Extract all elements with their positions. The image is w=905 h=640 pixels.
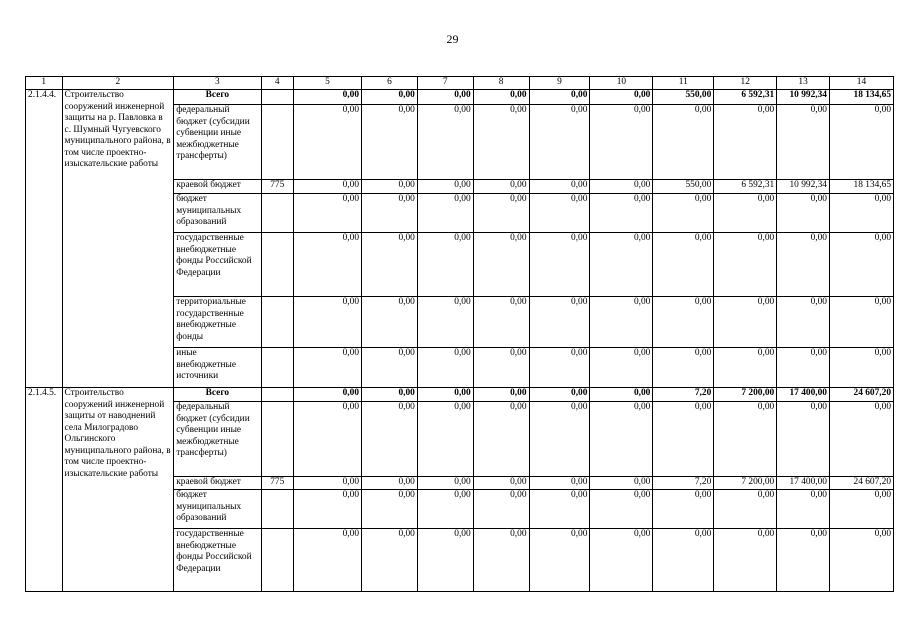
- header-row: [26, 77, 894, 90]
- amount-cell: 0,00: [529, 180, 590, 194]
- amount-cell: 0,00: [294, 194, 362, 233]
- amount-cell: 0,00: [417, 90, 473, 105]
- amount-cell: 0,00: [777, 105, 830, 180]
- amount-cell: 0,00: [473, 180, 529, 194]
- amount-cell: 7,20: [653, 477, 714, 490]
- amount-cell: 0,00: [653, 105, 714, 180]
- page-number: 29: [446, 32, 459, 46]
- amount-cell: 0,00: [653, 490, 714, 529]
- amount-cell: 0,00: [362, 194, 418, 233]
- amount-cell: 0,00: [529, 105, 590, 180]
- amount-cell: 0,00: [590, 348, 653, 388]
- amount-cell: 6 592,31: [714, 180, 777, 194]
- funding-source: Всего: [174, 90, 261, 105]
- amount-cell: 0,00: [529, 233, 590, 297]
- amount-cell: 0,00: [417, 477, 473, 490]
- budget-code: [261, 529, 293, 592]
- amount-cell: 0,00: [590, 105, 653, 180]
- column-header: 14: [829, 77, 893, 90]
- amount-cell: 0,00: [590, 233, 653, 297]
- amount-cell: 0,00: [829, 529, 893, 592]
- table-row-total: [26, 90, 894, 105]
- amount-cell: 0,00: [777, 490, 830, 529]
- amount-cell: 0,00: [590, 297, 653, 348]
- column-header: 3: [174, 77, 261, 90]
- funding-source: федеральный бюджет (субсидии субвенции иные межбюджетные трансферты): [174, 402, 261, 477]
- amount-cell: 0,00: [529, 388, 590, 402]
- amount-cell: 0,00: [653, 297, 714, 348]
- amount-cell: 0,00: [590, 529, 653, 592]
- funding-source: государственные внебюджетные фонды Российской Федерации: [174, 233, 261, 297]
- amount-cell: 0,00: [777, 194, 830, 233]
- amount-cell: 0,00: [829, 490, 893, 529]
- amount-cell: 0,00: [417, 490, 473, 529]
- amount-cell: 0,00: [417, 180, 473, 194]
- amount-cell: 0,00: [294, 529, 362, 592]
- funding-source: Всего: [174, 388, 261, 402]
- amount-cell: 0,00: [294, 348, 362, 388]
- amount-cell: 0,00: [417, 194, 473, 233]
- amount-cell: 7 200,00: [714, 388, 777, 402]
- amount-cell: 0,00: [294, 180, 362, 194]
- funding-source: бюджет муниципальных образований: [174, 194, 261, 233]
- amount-cell: 0,00: [473, 529, 529, 592]
- funding-source: государственные внебюджетные фонды Российской Федерации: [174, 529, 261, 592]
- funding-source: территориальные государственные внебюджетные фонды: [174, 297, 261, 348]
- amount-cell: 0,00: [294, 490, 362, 529]
- amount-cell: 0,00: [829, 233, 893, 297]
- amount-cell: 0,00: [417, 529, 473, 592]
- amount-cell: 0,00: [362, 180, 418, 194]
- budget-table: [25, 76, 894, 592]
- amount-cell: 0,00: [294, 388, 362, 402]
- item-name: Строительство сооружений инженерной защиты от наводнений села Милоградово Ольгинского муниципального района, в том числе проектно-изыскательские работы: [62, 388, 174, 592]
- amount-cell: 0,00: [294, 90, 362, 105]
- amount-cell: 0,00: [473, 194, 529, 233]
- amount-cell: 0,00: [714, 233, 777, 297]
- budget-code: [261, 105, 293, 180]
- amount-cell: 0,00: [417, 233, 473, 297]
- budget-code: [261, 490, 293, 529]
- budget-code: [261, 297, 293, 348]
- amount-cell: 0,00: [529, 529, 590, 592]
- column-header: 12: [714, 77, 777, 90]
- amount-cell: 0,00: [473, 233, 529, 297]
- amount-cell: 0,00: [714, 348, 777, 388]
- amount-cell: 0,00: [473, 477, 529, 490]
- amount-cell: 0,00: [590, 477, 653, 490]
- amount-cell: 0,00: [714, 490, 777, 529]
- funding-source: краевой бюджет: [174, 477, 261, 490]
- column-header: 2: [62, 77, 174, 90]
- column-header: 11: [653, 77, 714, 90]
- amount-cell: 0,00: [777, 402, 830, 477]
- amount-cell: 0,00: [473, 388, 529, 402]
- amount-cell: 0,00: [653, 348, 714, 388]
- budget-code: [261, 90, 293, 105]
- amount-cell: 0,00: [590, 180, 653, 194]
- amount-cell: 0,00: [362, 490, 418, 529]
- amount-cell: 0,00: [529, 477, 590, 490]
- item-code: 2.1.4.4.: [26, 90, 63, 388]
- budget-code: [261, 233, 293, 297]
- amount-cell: 0,00: [417, 297, 473, 348]
- amount-cell: 0,00: [590, 388, 653, 402]
- column-header: 5: [294, 77, 362, 90]
- amount-cell: 0,00: [590, 402, 653, 477]
- amount-cell: 0,00: [362, 90, 418, 105]
- item-name: Строительство сооружений инженерной защиты на р. Павловка в с. Шумный Чугуевского муниципального района, в том числе проектно-изыскательские работы: [62, 90, 174, 388]
- column-header: 4: [261, 77, 293, 90]
- amount-cell: 0,00: [590, 90, 653, 105]
- amount-cell: 0,00: [653, 233, 714, 297]
- amount-cell: 0,00: [529, 348, 590, 388]
- amount-cell: 10 992,34: [777, 180, 830, 194]
- amount-cell: 0,00: [590, 490, 653, 529]
- amount-cell: 17 400,00: [777, 477, 830, 490]
- amount-cell: 0,00: [529, 490, 590, 529]
- amount-cell: 0,00: [294, 105, 362, 180]
- amount-cell: 0,00: [653, 402, 714, 477]
- amount-cell: 0,00: [417, 402, 473, 477]
- amount-cell: 0,00: [590, 194, 653, 233]
- amount-cell: 0,00: [417, 105, 473, 180]
- amount-cell: 0,00: [714, 105, 777, 180]
- amount-cell: 0,00: [362, 105, 418, 180]
- amount-cell: 0,00: [362, 477, 418, 490]
- amount-cell: 6 592,31: [714, 90, 777, 105]
- amount-cell: 0,00: [362, 348, 418, 388]
- budget-code: [261, 348, 293, 388]
- amount-cell: 24 607,20: [829, 388, 893, 402]
- column-header: 6: [362, 77, 418, 90]
- amount-cell: 0,00: [473, 348, 529, 388]
- budget-code: 775: [261, 180, 293, 194]
- amount-cell: 550,00: [653, 180, 714, 194]
- amount-cell: 0,00: [777, 233, 830, 297]
- amount-cell: 0,00: [362, 402, 418, 477]
- amount-cell: 17 400,00: [777, 388, 830, 402]
- column-header: 10: [590, 77, 653, 90]
- amount-cell: 0,00: [529, 402, 590, 477]
- amount-cell: 0,00: [362, 233, 418, 297]
- column-header: 7: [417, 77, 473, 90]
- amount-cell: 0,00: [473, 402, 529, 477]
- amount-cell: 550,00: [653, 90, 714, 105]
- amount-cell: 0,00: [653, 194, 714, 233]
- amount-cell: 0,00: [829, 348, 893, 388]
- amount-cell: 18 134,65: [829, 90, 893, 105]
- amount-cell: 0,00: [714, 194, 777, 233]
- amount-cell: 18 134,65: [829, 180, 893, 194]
- amount-cell: 0,00: [777, 297, 830, 348]
- column-header: 8: [473, 77, 529, 90]
- table-body: [26, 90, 894, 592]
- amount-cell: 0,00: [417, 388, 473, 402]
- amount-cell: 0,00: [777, 529, 830, 592]
- table-row-total: [26, 388, 894, 402]
- column-header: 13: [777, 77, 830, 90]
- budget-code: 775: [261, 477, 293, 490]
- amount-cell: 0,00: [473, 490, 529, 529]
- amount-cell: 0,00: [362, 297, 418, 348]
- column-header: 9: [529, 77, 590, 90]
- column-header: 1: [26, 77, 63, 90]
- funding-source: федеральный бюджет (субсидии субвенции иные межбюджетные трансферты): [174, 105, 261, 180]
- amount-cell: 0,00: [362, 388, 418, 402]
- amount-cell: 0,00: [529, 90, 590, 105]
- amount-cell: 0,00: [529, 194, 590, 233]
- budget-code: [261, 194, 293, 233]
- amount-cell: 10 992,34: [777, 90, 830, 105]
- budget-code: [261, 388, 293, 402]
- amount-cell: 0,00: [473, 297, 529, 348]
- amount-cell: 0,00: [294, 402, 362, 477]
- amount-cell: 0,00: [294, 233, 362, 297]
- amount-cell: 0,00: [829, 297, 893, 348]
- amount-cell: 0,00: [714, 297, 777, 348]
- amount-cell: 0,00: [473, 90, 529, 105]
- funding-source: иные внебюджетные источники: [174, 348, 261, 388]
- amount-cell: 0,00: [294, 477, 362, 490]
- item-code: 2.1.4.5.: [26, 388, 63, 592]
- amount-cell: 0,00: [829, 402, 893, 477]
- funding-source: бюджет муниципальных образований: [174, 490, 261, 529]
- amount-cell: 0,00: [829, 105, 893, 180]
- amount-cell: 0,00: [777, 348, 830, 388]
- amount-cell: 24 607,20: [829, 477, 893, 490]
- amount-cell: 7 200,00: [714, 477, 777, 490]
- amount-cell: 0,00: [417, 348, 473, 388]
- amount-cell: 0,00: [294, 297, 362, 348]
- amount-cell: 0,00: [714, 402, 777, 477]
- amount-cell: 7,20: [653, 388, 714, 402]
- amount-cell: 0,00: [473, 105, 529, 180]
- amount-cell: 0,00: [714, 529, 777, 592]
- funding-source: краевой бюджет: [174, 180, 261, 194]
- amount-cell: 0,00: [653, 529, 714, 592]
- amount-cell: 0,00: [829, 194, 893, 233]
- amount-cell: 0,00: [362, 529, 418, 592]
- amount-cell: 0,00: [529, 297, 590, 348]
- budget-code: [261, 402, 293, 477]
